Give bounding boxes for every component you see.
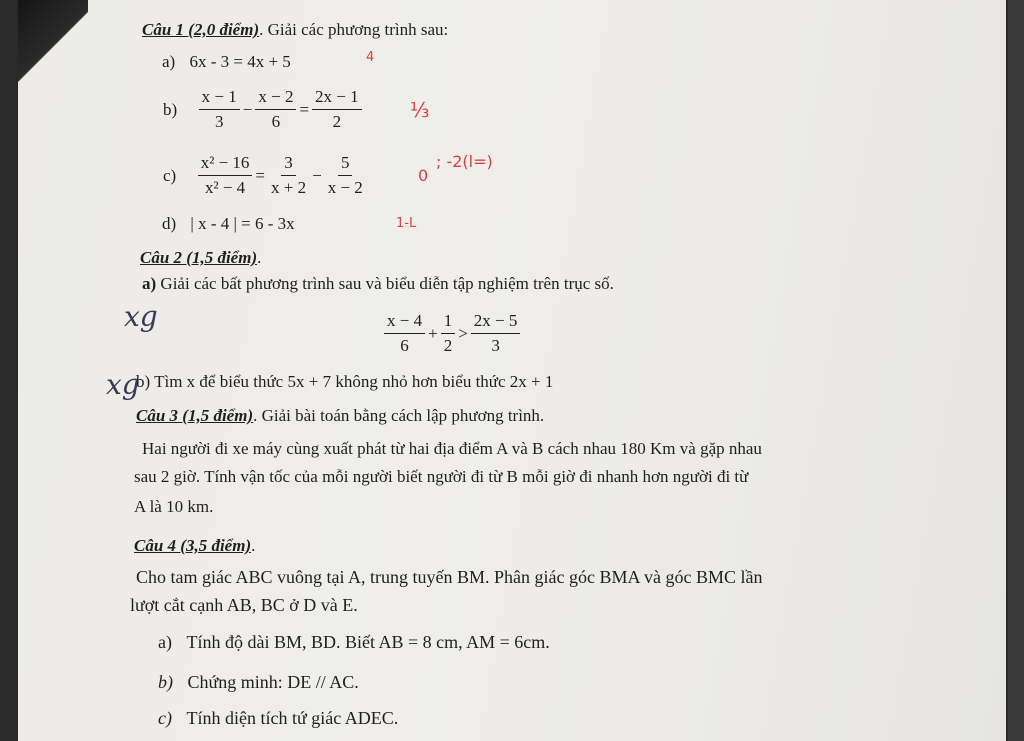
- q1c-row: c) $\frac{\text{x² − 16}}{\text{x² − 4}}$ = $\frac{3}{x + 2}$ − $\frac{5}{x - 2}$: [162, 152, 368, 199]
- q1-prompt: . Giải các phương trình sau:: [259, 20, 449, 39]
- q1b-fraction-3: $\frac{2x - 1}{2}$: [312, 86, 362, 133]
- q1b-fraction-1: $\frac{x - 1}{3}$: [199, 86, 240, 133]
- dark-background-edge: [1008, 0, 1024, 741]
- q2-title: Câu 2 (1,5 điểm): [140, 248, 258, 267]
- q3-body-line-1: Hai người đi xe máy cùng xuất phát từ hai địa điểm A và B cách nhau 180 Km và gặp nhau: [142, 439, 762, 458]
- q2a-handwritten-mark: xg: [124, 300, 158, 333]
- q1a-row: [162, 52, 291, 72]
- q4b-text: Chứng minh: DE // AC.: [187, 672, 359, 692]
- ineq-fraction-1: $\frac{x - 4}{6}$: [384, 310, 425, 357]
- q2b-handwritten-mark: xg: [106, 368, 140, 401]
- q1c-fraction-2: $\frac{3}{x + 2}$: [271, 153, 307, 197]
- q1d-equation: | x - 4 | = 6 - 3x: [190, 214, 295, 233]
- q1-title: Câu 1 (2,0 điểm): [142, 20, 260, 39]
- q3-title: Câu 3 (1,5 điểm): [136, 406, 254, 425]
- q1a-equation: 6x - 3 = 4x + 5: [189, 52, 291, 71]
- q4b-row: [158, 672, 359, 693]
- q1d-red-mark: 1-L: [396, 216, 417, 231]
- q1b-row: b) $\frac{x - 1}{3}$ − $\frac{x - 2}{6}$ = $\frac{2x - 1}{2}$: [162, 86, 364, 133]
- q1a-red-mark: 4: [366, 50, 375, 65]
- q1c-red-mark-1: 0: [418, 166, 429, 185]
- q4-title: Câu 4 (3,5 điểm): [134, 536, 252, 555]
- q3-header: [136, 406, 544, 426]
- ineq-fraction-3: $\frac{2x - 5}{3}$: [471, 310, 521, 357]
- q1d-label: d): [162, 214, 177, 233]
- q1c-fraction-3: $\frac{5}{x - 2}$: [327, 153, 363, 197]
- q1b-label: b): [163, 99, 178, 119]
- q4c-label: c): [158, 708, 172, 728]
- q2a-label: a): [142, 274, 157, 293]
- q4a-label: a): [158, 632, 172, 652]
- q1a-label: a): [162, 52, 176, 71]
- q4-header: Câu 4 (3,5 điểm).: [134, 536, 256, 555]
- q1b-fraction-2: $\frac{x - 2}{6}$: [255, 86, 296, 133]
- q1c-label: c): [163, 165, 177, 185]
- q1c-red-mark-2: ; -2(l=): [436, 152, 493, 171]
- q3-body-line-2: sau 2 giờ. Tính vận tốc của mỗi người biết người đi từ B mỗi giờ đi nhanh hơn người đi từ: [134, 467, 749, 486]
- q4-body-line-1: Cho tam giác ABC vuông tại A, trung tuyến BM. Phân giác góc BMA và góc BMC lần: [136, 567, 763, 587]
- q2a-text: Giải các bất phương trình sau và biểu diễn tập nghiệm trên trục số.: [160, 274, 614, 293]
- q1-header: [142, 20, 448, 40]
- q4c-row: [158, 708, 398, 729]
- folded-corner: [18, 0, 88, 110]
- q2-header: Câu 2 (1,5 điểm).: [140, 248, 262, 267]
- q2a-row: [142, 274, 614, 294]
- q1b-red-mark: ⅓: [410, 98, 430, 122]
- q4c-text: Tính diện tích tứ giác ADEC.: [186, 708, 399, 728]
- q2b-text: b) Tìm x để biểu thức 5x + 7 không nhỏ hơn biểu thức 2x + 1: [136, 372, 554, 391]
- q4a-row: [158, 632, 550, 653]
- q3-prompt: . Giải bài toán bằng cách lập phương trình.: [253, 406, 545, 425]
- q3-body-line-3: A là 10 km.: [134, 497, 214, 516]
- q2-inequality: $\frac{x - 4}{6}$ + $\frac{1}{2}$ > $\frac{2x - 5}{3}$: [382, 310, 522, 357]
- q4b-label: b): [158, 672, 173, 692]
- q1c-fraction-1: $\frac{\text{x² − 16}}{\text{x² − 4}}$: [198, 152, 253, 199]
- exam-paper: [18, 0, 1006, 741]
- q4a-text: Tính độ dài BM, BD. Biết AB = 8 cm, AM = 6cm.: [186, 632, 550, 652]
- q1d-row: [162, 214, 295, 234]
- ineq-fraction-2: $\frac{1}{2}$: [441, 310, 456, 357]
- q4-body-line-2: lượt cắt cạnh AB, BC ở D và E.: [130, 595, 358, 615]
